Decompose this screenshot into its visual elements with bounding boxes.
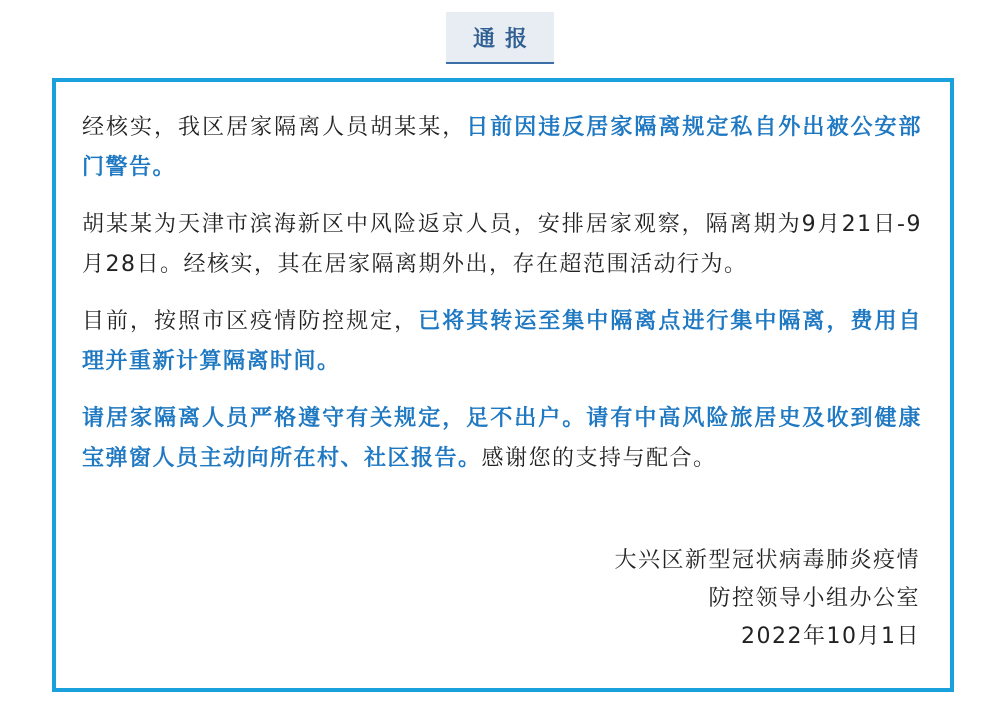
paragraph-4 bbox=[82, 399, 922, 479]
signature-org-line-2: 防控领导小组办公室 bbox=[708, 586, 920, 611]
paragraph-1-text: 经核实，我区居家隔离人员胡某某， bbox=[82, 115, 467, 140]
paragraph-1 bbox=[82, 108, 922, 188]
notice-title: 通报 bbox=[472, 26, 537, 52]
signature-date: 2022年10月1日 bbox=[741, 624, 920, 649]
paragraph-2-text: 胡某某为天津市滨海新区中风险返京人员，安排居家观察，隔离期为9月21日-9月28日。经核实，其在居家隔离期外出，存在超范围活动行为。 bbox=[82, 212, 922, 277]
paragraph-4-highlight: 请居家隔离人员严格遵守有关规定，足不出户。请有中高风险旅居史及收到健康宝弹窗人员主动向所在村、社区报告。 bbox=[82, 406, 922, 471]
header-tab bbox=[446, 12, 554, 64]
signature-block bbox=[614, 542, 920, 656]
paragraph-2 bbox=[82, 205, 922, 285]
signature-org-line-1: 大兴区新型冠状病毒肺炎疫情 bbox=[614, 548, 920, 573]
paragraph-3 bbox=[82, 302, 922, 382]
paragraph-3-highlight: 已将其转运至集中隔离点进行集中隔离，费用自理并重新计算隔离时间。 bbox=[82, 309, 922, 374]
paragraph-3-text: 目前，按照市区疫情防控规定， bbox=[82, 309, 419, 334]
paragraph-4-text: 感谢您的支持与配合。 bbox=[481, 446, 717, 471]
notice-body bbox=[82, 108, 922, 496]
paragraph-1-highlight: 日前因违反居家隔离规定私自外出被公安部门警告。 bbox=[82, 115, 922, 180]
